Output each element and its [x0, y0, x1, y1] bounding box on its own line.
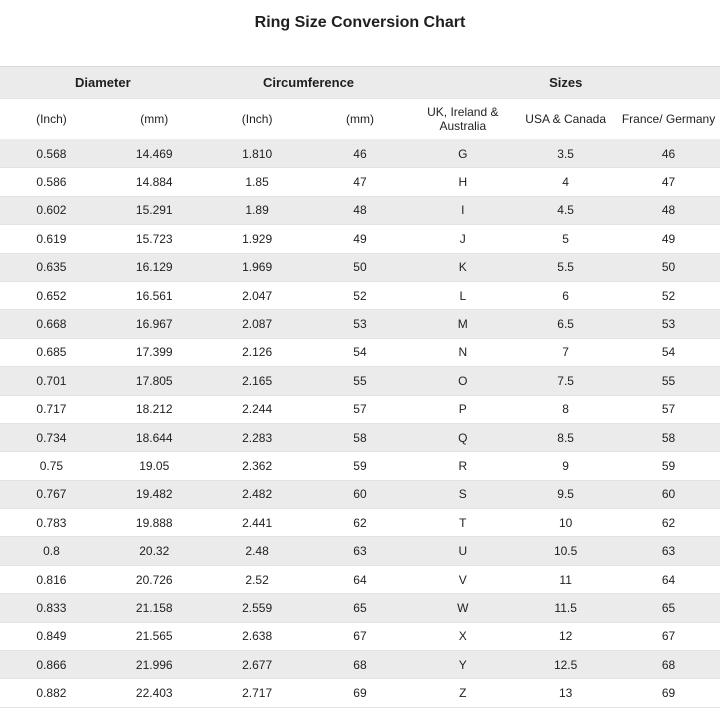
table-cell: 68	[617, 651, 720, 679]
table-cell: G	[411, 140, 514, 168]
table-cell: 18.212	[103, 395, 206, 423]
table-cell: 21.996	[103, 651, 206, 679]
table-cell: 2.638	[206, 622, 309, 650]
table-cell: 22.403	[103, 679, 206, 707]
table-cell: 0.701	[0, 367, 103, 395]
group-header-sizes: Sizes	[411, 67, 720, 99]
table-row	[0, 651, 720, 679]
table-cell: 12	[514, 622, 617, 650]
table-cell: 7.5	[514, 367, 617, 395]
table-cell: 21.565	[103, 622, 206, 650]
table-cell: 15.723	[103, 225, 206, 253]
column-header: USA & Canada	[514, 99, 617, 140]
table-cell: 2.087	[206, 310, 309, 338]
table-cell: 2.047	[206, 281, 309, 309]
table-cell: 0.75	[0, 452, 103, 480]
table-row	[0, 196, 720, 224]
table-cell: 60	[309, 480, 412, 508]
table-cell: K	[411, 253, 514, 281]
table-cell: 62	[617, 509, 720, 537]
table-cell: 16.967	[103, 310, 206, 338]
table-cell: 0.767	[0, 480, 103, 508]
column-header: France/ Germany	[617, 99, 720, 140]
table-cell: 17.399	[103, 338, 206, 366]
table-cell: W	[411, 594, 514, 622]
table-cell: 59	[309, 452, 412, 480]
table-cell: 8.5	[514, 423, 617, 451]
table-cell: 59	[617, 452, 720, 480]
table-row	[0, 622, 720, 650]
table-cell: 49	[309, 225, 412, 253]
table-cell: 8	[514, 395, 617, 423]
table-cell: 2.677	[206, 651, 309, 679]
table-row	[0, 594, 720, 622]
table-cell: 1.89	[206, 196, 309, 224]
table-cell: 1.85	[206, 168, 309, 196]
table-cell: 60	[617, 480, 720, 508]
table-cell: 18.644	[103, 423, 206, 451]
table-cell: X	[411, 622, 514, 650]
table-cell: 62	[309, 509, 412, 537]
table-cell: 2.126	[206, 338, 309, 366]
page-title: Ring Size Conversion Chart	[254, 14, 466, 31]
table-cell: 48	[309, 196, 412, 224]
table-cell: 0.685	[0, 338, 103, 366]
table-cell: R	[411, 452, 514, 480]
table-cell: 47	[617, 168, 720, 196]
table-cell: 50	[617, 253, 720, 281]
table-cell: M	[411, 310, 514, 338]
table-cell: L	[411, 281, 514, 309]
table-cell: 64	[617, 565, 720, 593]
table-cell: 17.805	[103, 367, 206, 395]
table-cell: 65	[309, 594, 412, 622]
table-cell: 2.165	[206, 367, 309, 395]
table-cell: 0.816	[0, 565, 103, 593]
table-cell: 63	[617, 537, 720, 565]
table-cell: 20.726	[103, 565, 206, 593]
table-cell: 9.5	[514, 480, 617, 508]
table-cell: 46	[617, 140, 720, 168]
table-cell: 0.866	[0, 651, 103, 679]
table-cell: S	[411, 480, 514, 508]
table-cell: 0.849	[0, 622, 103, 650]
table-cell: 0.717	[0, 395, 103, 423]
table-cell: 0.783	[0, 509, 103, 537]
table-cell: P	[411, 395, 514, 423]
table-cell: 7	[514, 338, 617, 366]
table-cell: 55	[617, 367, 720, 395]
table-cell: 2.362	[206, 452, 309, 480]
table-cell: 14.469	[103, 140, 206, 168]
table-cell: 16.129	[103, 253, 206, 281]
table-cell: 58	[309, 423, 412, 451]
table-cell: 2.244	[206, 395, 309, 423]
table-cell: 19.888	[103, 509, 206, 537]
table-cell: 3.5	[514, 140, 617, 168]
table-cell: 0.8	[0, 537, 103, 565]
table-row	[0, 338, 720, 366]
table-row	[0, 423, 720, 451]
table-cell: Z	[411, 679, 514, 707]
table-row	[0, 140, 720, 168]
table-cell: 2.52	[206, 565, 309, 593]
table-cell: 68	[309, 651, 412, 679]
table-row	[0, 679, 720, 707]
table-group-header-row	[0, 67, 720, 99]
table-cell: I	[411, 196, 514, 224]
table-cell: 14.884	[103, 168, 206, 196]
table-cell: 20.32	[103, 537, 206, 565]
table-cell: 64	[309, 565, 412, 593]
table-column-header-row	[0, 99, 720, 140]
table-cell: 53	[309, 310, 412, 338]
table-header	[0, 67, 720, 140]
table-cell: 55	[309, 367, 412, 395]
table-cell: 46	[309, 140, 412, 168]
table-row	[0, 225, 720, 253]
table-cell: 13	[514, 679, 617, 707]
table-row	[0, 537, 720, 565]
table-cell: 19.482	[103, 480, 206, 508]
table-row	[0, 253, 720, 281]
table-cell: U	[411, 537, 514, 565]
table-cell: H	[411, 168, 514, 196]
table-cell: 58	[617, 423, 720, 451]
table-cell: 0.668	[0, 310, 103, 338]
table-cell: 0.882	[0, 679, 103, 707]
table-row	[0, 168, 720, 196]
table-cell: 5.5	[514, 253, 617, 281]
table-cell: 2.441	[206, 509, 309, 537]
table-cell: Y	[411, 651, 514, 679]
table-cell: 0.586	[0, 168, 103, 196]
table-cell: 65	[617, 594, 720, 622]
column-header: UK, Ireland & Australia	[411, 99, 514, 140]
table-cell: 47	[309, 168, 412, 196]
table-cell: 1.810	[206, 140, 309, 168]
table-cell: 69	[617, 679, 720, 707]
table-cell: 0.602	[0, 196, 103, 224]
table-cell: 0.619	[0, 225, 103, 253]
table-cell: 4	[514, 168, 617, 196]
table-cell: 1.929	[206, 225, 309, 253]
table-cell: 15.291	[103, 196, 206, 224]
table-cell: 2.48	[206, 537, 309, 565]
table-cell: 2.283	[206, 423, 309, 451]
table-cell: 0.833	[0, 594, 103, 622]
table-cell: 2.482	[206, 480, 309, 508]
table-cell: 9	[514, 452, 617, 480]
table-row	[0, 565, 720, 593]
table-cell: 6	[514, 281, 617, 309]
table-cell: J	[411, 225, 514, 253]
column-header: (Inch)	[206, 99, 309, 140]
table-cell: 63	[309, 537, 412, 565]
table-row	[0, 480, 720, 508]
table-row	[0, 367, 720, 395]
table-cell: 57	[617, 395, 720, 423]
column-header: (Inch)	[0, 99, 103, 140]
table-cell: 11.5	[514, 594, 617, 622]
table-cell: 67	[617, 622, 720, 650]
table-cell: 0.652	[0, 281, 103, 309]
table-cell: 4.5	[514, 196, 617, 224]
table-cell: 52	[617, 281, 720, 309]
table-cell: 10	[514, 509, 617, 537]
table-row	[0, 509, 720, 537]
table-cell: 19.05	[103, 452, 206, 480]
table-cell: 0.635	[0, 253, 103, 281]
table-cell: 6.5	[514, 310, 617, 338]
table-cell: 53	[617, 310, 720, 338]
table-cell: O	[411, 367, 514, 395]
table-row	[0, 452, 720, 480]
table-cell: 50	[309, 253, 412, 281]
group-header-circumference: Circumference	[206, 67, 412, 99]
table-cell: 5	[514, 225, 617, 253]
table-cell: 11	[514, 565, 617, 593]
table-cell: 49	[617, 225, 720, 253]
table-cell: 57	[309, 395, 412, 423]
table-cell: 1.969	[206, 253, 309, 281]
ring-size-conversion-table	[0, 66, 720, 708]
table-row	[0, 395, 720, 423]
table-cell: 52	[309, 281, 412, 309]
group-header-diameter: Diameter	[0, 67, 206, 99]
table-cell: V	[411, 565, 514, 593]
table-cell: 54	[309, 338, 412, 366]
table-cell: 21.158	[103, 594, 206, 622]
table-cell: 2.717	[206, 679, 309, 707]
table-cell: 0.568	[0, 140, 103, 168]
table-cell: 12.5	[514, 651, 617, 679]
table-cell: 48	[617, 196, 720, 224]
table-cell: 54	[617, 338, 720, 366]
table-cell: 2.559	[206, 594, 309, 622]
table-cell: 69	[309, 679, 412, 707]
table-row	[0, 281, 720, 309]
table-cell: 67	[309, 622, 412, 650]
table-body	[0, 140, 720, 708]
table-cell: 0.734	[0, 423, 103, 451]
table-cell: 16.561	[103, 281, 206, 309]
table-cell: T	[411, 509, 514, 537]
table-cell: Q	[411, 423, 514, 451]
column-header: (mm)	[309, 99, 412, 140]
table-cell: N	[411, 338, 514, 366]
table-cell: 10.5	[514, 537, 617, 565]
table-row	[0, 310, 720, 338]
column-header: (mm)	[103, 99, 206, 140]
